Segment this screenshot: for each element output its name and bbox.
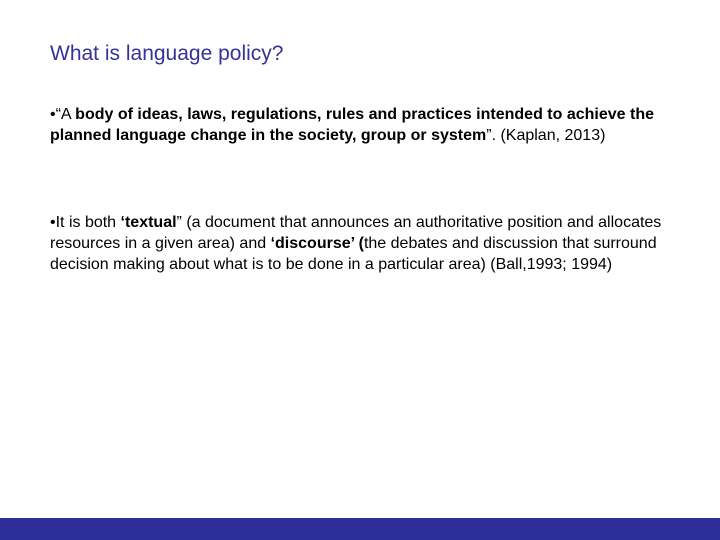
bullet-textual-discourse — [50, 212, 690, 275]
bullet-text-bold: body of ideas, laws, regulations, rules and practices intended to achieve the planned language change in the society, group or system — [50, 106, 654, 144]
bullet-text-bold: ‘discourse’ ( — [270, 235, 364, 252]
slide-title: What is language policy? — [50, 42, 284, 65]
bullet-text-bold: ‘textual — [120, 214, 177, 231]
bullet-text: the debates and discussion that surround decision making about what is to be done in a particular area) (Ball,1993; 1994) — [50, 235, 657, 273]
bullet-text: •It is both — [50, 214, 121, 231]
bullet-text: ”. (Kaplan, 2013) — [486, 127, 606, 144]
bullet-text: •“A — [50, 106, 76, 123]
bullet-text: ” (a document that announces an authoritative position and allocates resources in a given area) and — [50, 214, 662, 252]
bullet-definition — [50, 104, 690, 146]
footer-bar — [0, 518, 720, 540]
